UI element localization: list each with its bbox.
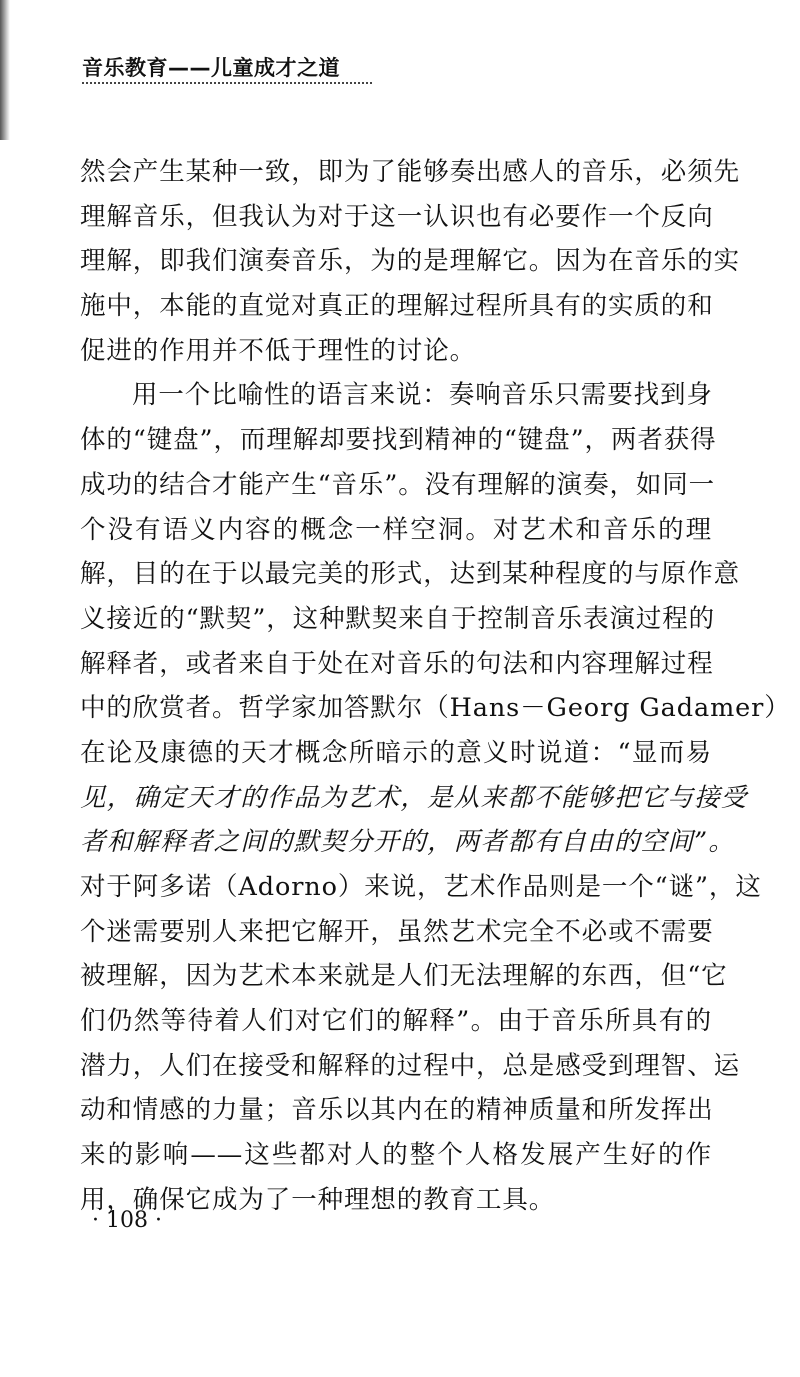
text-line: 义接近的“默契”，这种默契来自于控制音乐表演过程的 xyxy=(80,603,716,634)
text-line: 个迷需要别人来把它解开，虽然艺术完全不必或不需要 xyxy=(80,916,714,947)
text-line-paragraph-end: 促进的作用并不低于理性的讨论。 xyxy=(80,335,477,366)
text-line: 解释者，或者来自于处在对音乐的句法和内容理解过程 xyxy=(80,648,714,679)
body-text xyxy=(80,150,791,1223)
text-line: 们仍然等待着人们对它们的解释”。由于音乐所具有的 xyxy=(80,1006,712,1037)
text-line: 对于阿多诺（Adorno）来说，艺术作品则是一个“谜”，这 xyxy=(80,872,762,902)
text-line: 来的影响——这些都对人的整个人格发展产生好的作 xyxy=(80,1140,712,1171)
text-line: 理解，即我们演奏音乐，为的是理解它。因为在音乐的实 xyxy=(80,246,741,277)
header-dotted-rule xyxy=(82,82,372,84)
text-line: 然会产生某种一致，即为了能够奏出感人的音乐，必须先 xyxy=(80,157,741,187)
page-number: · 108 · xyxy=(92,1208,162,1233)
text-line: 解，目的在于以最完美的形式，达到某种程度的与原作意 xyxy=(80,559,741,590)
text-line: 潜力，人们在接受和解释的过程中，总是感受到理智、运 xyxy=(80,1050,741,1081)
text-line: 成功的结合才能产生“音乐”。没有理解的演奏，如同一 xyxy=(80,469,716,500)
text-line-paragraph-start: 用一个比喻性的语言来说：奏响音乐只需要找到身 xyxy=(132,380,713,411)
text-line: 被理解，因为艺术本来就是人们无法理解的东西，但“它 xyxy=(80,961,728,992)
text-line-quote: 见，确定天才的作品为艺术，是从来都不能够把它与接受 xyxy=(80,782,748,813)
text-line: 动和情感的力量；音乐以其内在的精神质量和所发挥出 xyxy=(80,1095,714,1126)
text-line-quote: 者和解释者之间的默契分开的，两者都有自由的空间”。 xyxy=(80,827,736,858)
text-line: 体的“键盘”，而理解却要找到精神的“键盘”，两者获得 xyxy=(80,425,717,456)
page-binding-shadow xyxy=(0,0,10,140)
text-line: 中的欣赏者。哲学家加答默尔（Hans－Georg Gadamer） xyxy=(80,693,791,724)
text-line: 理解音乐，但我认为对于这一认识也有必要作一个反向 xyxy=(80,201,714,232)
text-line: 施中，本能的直觉对真正的理解过程所具有的实质的和 xyxy=(80,291,714,322)
text-line: 个没有语义内容的概念一样空洞。对艺术和音乐的理 xyxy=(80,514,712,545)
text-line-paragraph-end: 用，确保它成为了一种理想的教育工具。 xyxy=(80,1184,556,1215)
text-line: 在论及康德的天才概念所暗示的意义时说道：“显而易 xyxy=(80,737,712,768)
running-header: 音乐教育——儿童成才之道 xyxy=(82,56,340,80)
